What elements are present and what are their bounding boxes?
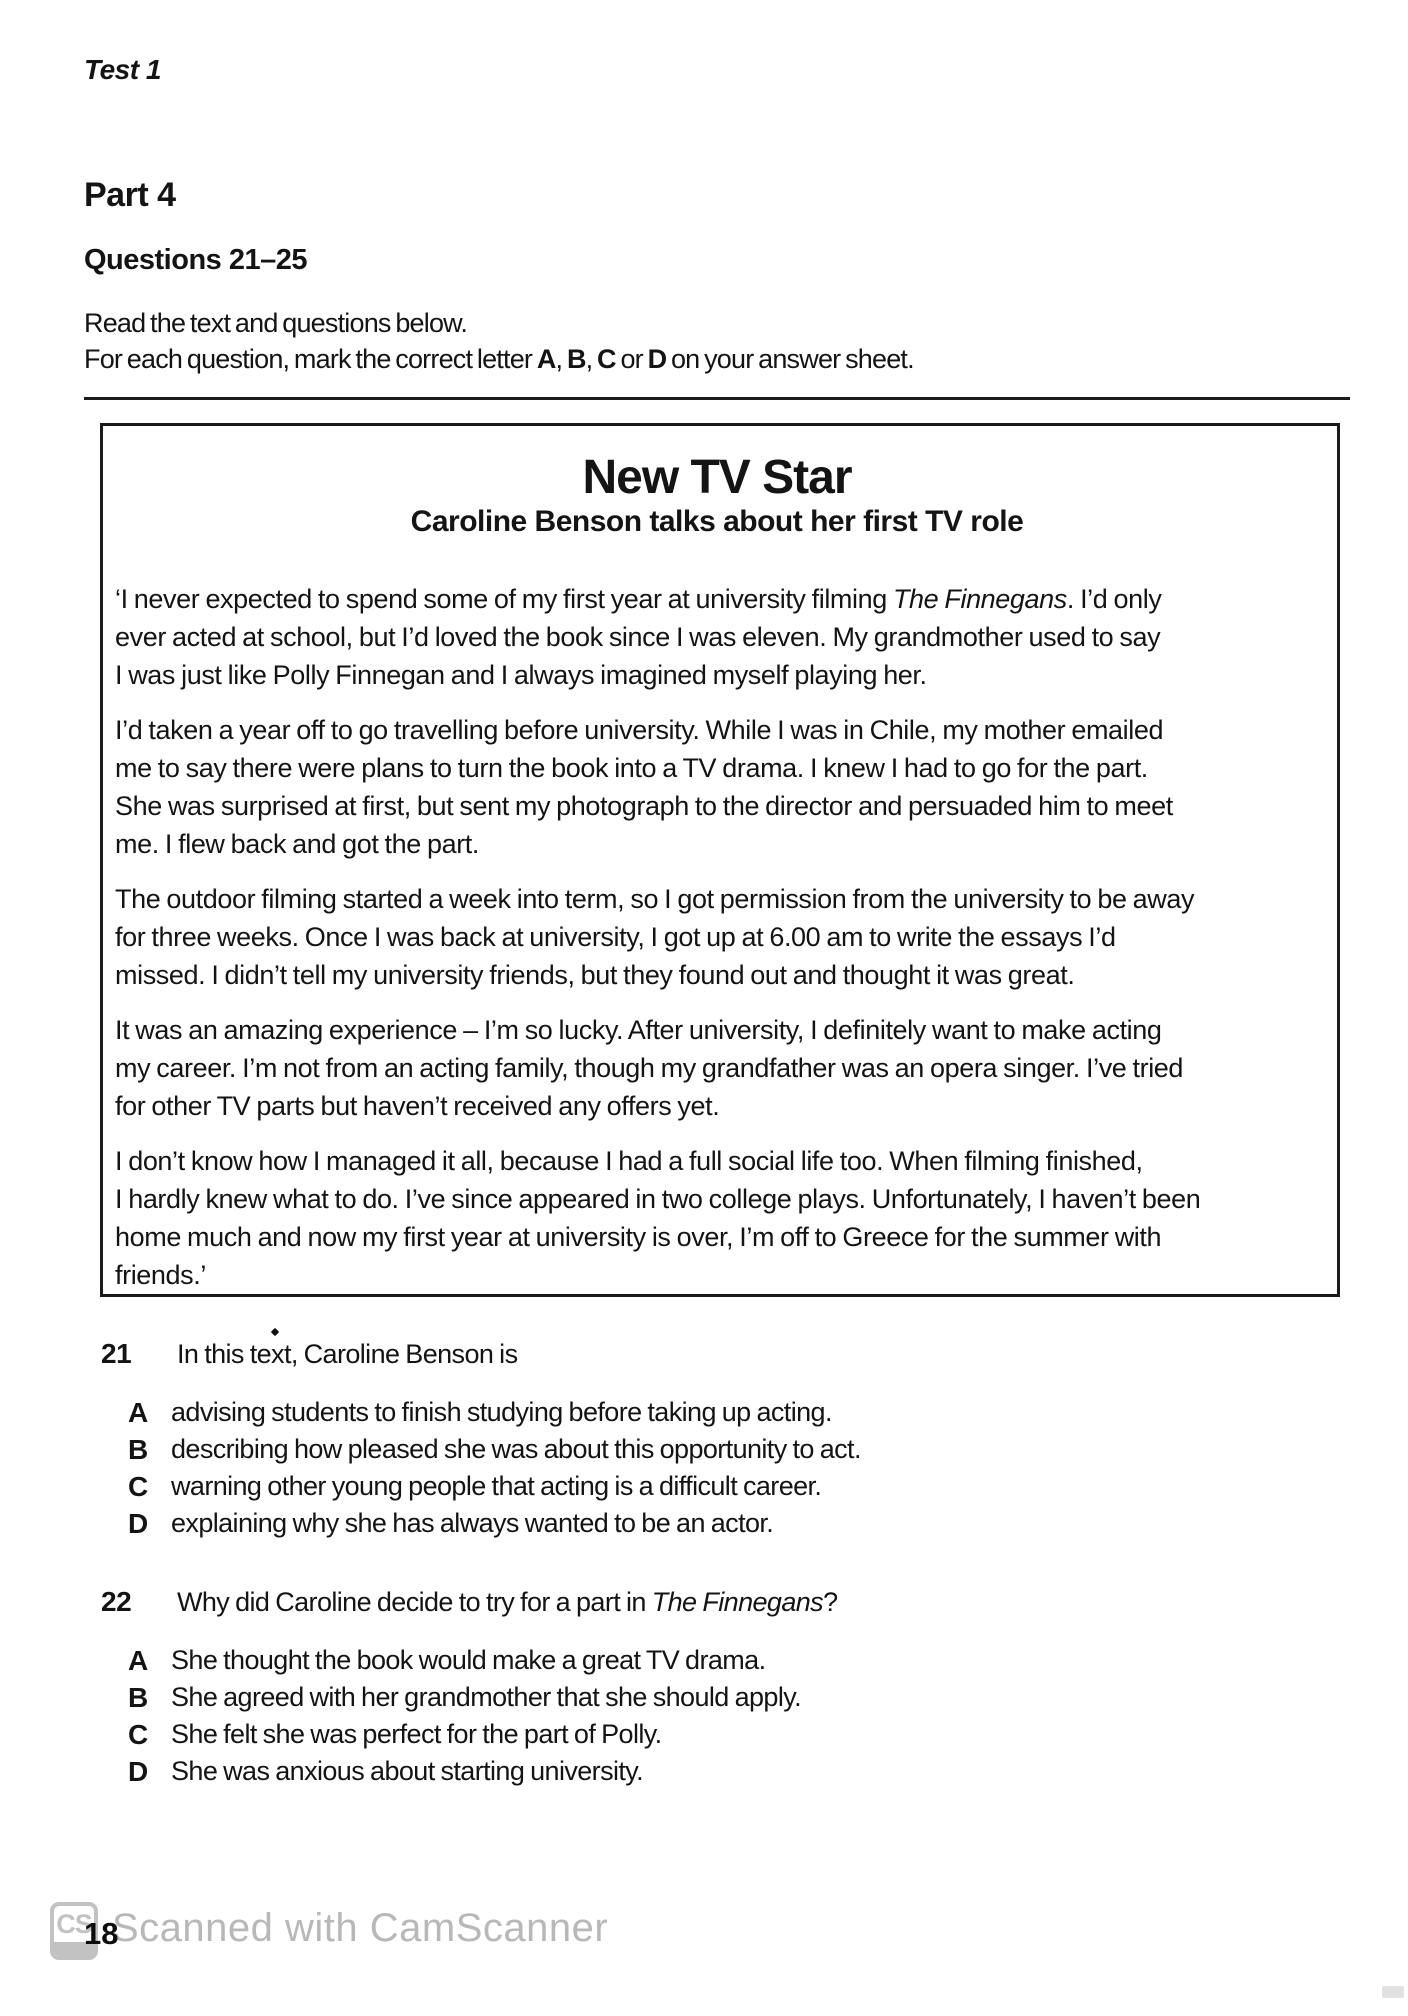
passage-line: me to say there were plans to turn the book into a TV drama. I knew I had to go for the part. — [115, 753, 1148, 783]
test-label: Test 1 — [84, 54, 161, 85]
answer-option-d — [128, 1753, 1341, 1790]
passage-title: New TV Star — [582, 451, 852, 504]
option-letter: A — [128, 1397, 149, 1428]
option-letter: C — [128, 1471, 149, 1502]
passage-line: ever acted at school, but I’d loved the book since I was eleven. My grandmother used to say — [115, 622, 1161, 652]
passage-line: I don’t know how I managed it all, because I had a full social life too. When filming finished, — [115, 1146, 1143, 1176]
question-21 — [101, 1337, 1341, 1542]
option-text: She felt she was perfect for the part of Polly. — [171, 1719, 662, 1749]
answer-option-c — [128, 1716, 1341, 1753]
passage-paragraph-4 — [115, 1011, 1319, 1125]
passage-line: for three weeks. Once I was back at university, I got up at 6.00 am to write the essays I’d — [115, 922, 1116, 952]
answer-option-d — [128, 1505, 1341, 1542]
passage-line: I hardly knew what to do. I’ve since appeared in two college plays. Unfortunately, I haven’t been — [115, 1184, 1201, 1214]
option-text: warning other young people that acting is a difficult career. — [171, 1471, 822, 1501]
option-text: She agreed with her grandmother that she should apply. — [171, 1682, 802, 1712]
option-letter: C — [128, 1719, 149, 1750]
question-prompt: In this text, Caroline Benson is — [177, 1339, 518, 1369]
camscanner-logo-text: CS — [56, 1909, 92, 1939]
option-text: She was anxious about starting university. — [171, 1756, 644, 1786]
option-text: advising students to finish studying before taking up acting. — [171, 1397, 832, 1427]
passage-line: She was surprised at first, but sent my photograph to the director and persuaded him to meet — [115, 791, 1173, 821]
passage-line: for other TV parts but haven’t received any offers yet. — [115, 1091, 720, 1121]
passage-line: friends.’ — [115, 1260, 206, 1290]
answer-option-b — [128, 1679, 1341, 1716]
ink-speck — [271, 1328, 279, 1336]
reading-passage-box — [100, 423, 1340, 1297]
answer-option-b — [128, 1431, 1341, 1468]
question-number: 21 — [101, 1338, 132, 1369]
scan-smudge — [1382, 1986, 1404, 1998]
passage-paragraph-5 — [115, 1142, 1319, 1294]
answer-option-a — [128, 1642, 1341, 1679]
question-prompt: Why did Caroline decide to try for a part in The Finnegans? — [177, 1587, 838, 1617]
passage-line: my career. I’m not from an acting family, though my grandfather was an opera singer. I’ve tried — [115, 1053, 1184, 1083]
section-divider — [84, 397, 1350, 400]
passage-line: I was just like Polly Finnegan and I always imagined myself playing her. — [115, 660, 927, 690]
passage-line: It was an amazing experience – I’m so lucky. After university, I definitely want to make acting — [115, 1015, 1162, 1045]
option-text: She thought the book would make a great TV drama. — [171, 1645, 766, 1675]
passage-line: home much and now my first year at university is over, I’m off to Greece for the summer with — [115, 1222, 1162, 1252]
questions-range: Questions 21–25 — [84, 244, 307, 276]
answer-option-a — [128, 1394, 1341, 1431]
passage-paragraph-2 — [115, 711, 1319, 863]
camscanner-watermark: Scanned with CamScanner — [112, 1906, 609, 1950]
option-text: explaining why she has always wanted to be an actor. — [171, 1508, 774, 1538]
passage-line: me. I flew back and got the part. — [115, 829, 480, 859]
passage-paragraph-3 — [115, 880, 1319, 994]
instruction-line-2: For each question, mark the correct letter A, B, C or D on your answer sheet. — [84, 344, 914, 374]
option-letter: B — [128, 1682, 149, 1713]
passage-paragraph-1 — [115, 580, 1319, 694]
passage-line: I’d taken a year off to go travelling before university. While I was in Chile, my mother emailed — [115, 715, 1164, 745]
passage-line: missed. I didn’t tell my university friends, but they found out and thought it was great. — [115, 960, 1075, 990]
instruction-line-1: Read the text and questions below. — [84, 308, 468, 338]
option-letter: A — [128, 1645, 149, 1676]
part-title: Part 4 — [84, 176, 176, 214]
question-22 — [101, 1585, 1341, 1790]
option-letter: B — [128, 1434, 149, 1465]
question-number: 22 — [101, 1586, 132, 1617]
option-text: describing how pleased she was about this opportunity to act. — [171, 1434, 861, 1464]
option-letter: D — [128, 1756, 149, 1787]
page-number: 18 — [84, 1916, 119, 1951]
answer-option-c — [128, 1468, 1341, 1505]
option-letter: D — [128, 1508, 149, 1539]
passage-line: ‘I never expected to spend some of my first year at university filming The Finnegans. I’d only — [115, 584, 1162, 614]
passage-line: The outdoor filming started a week into term, so I got permission from the university to be away — [115, 884, 1195, 914]
passage-subtitle: Caroline Benson talks about her first TV role — [410, 505, 1024, 538]
